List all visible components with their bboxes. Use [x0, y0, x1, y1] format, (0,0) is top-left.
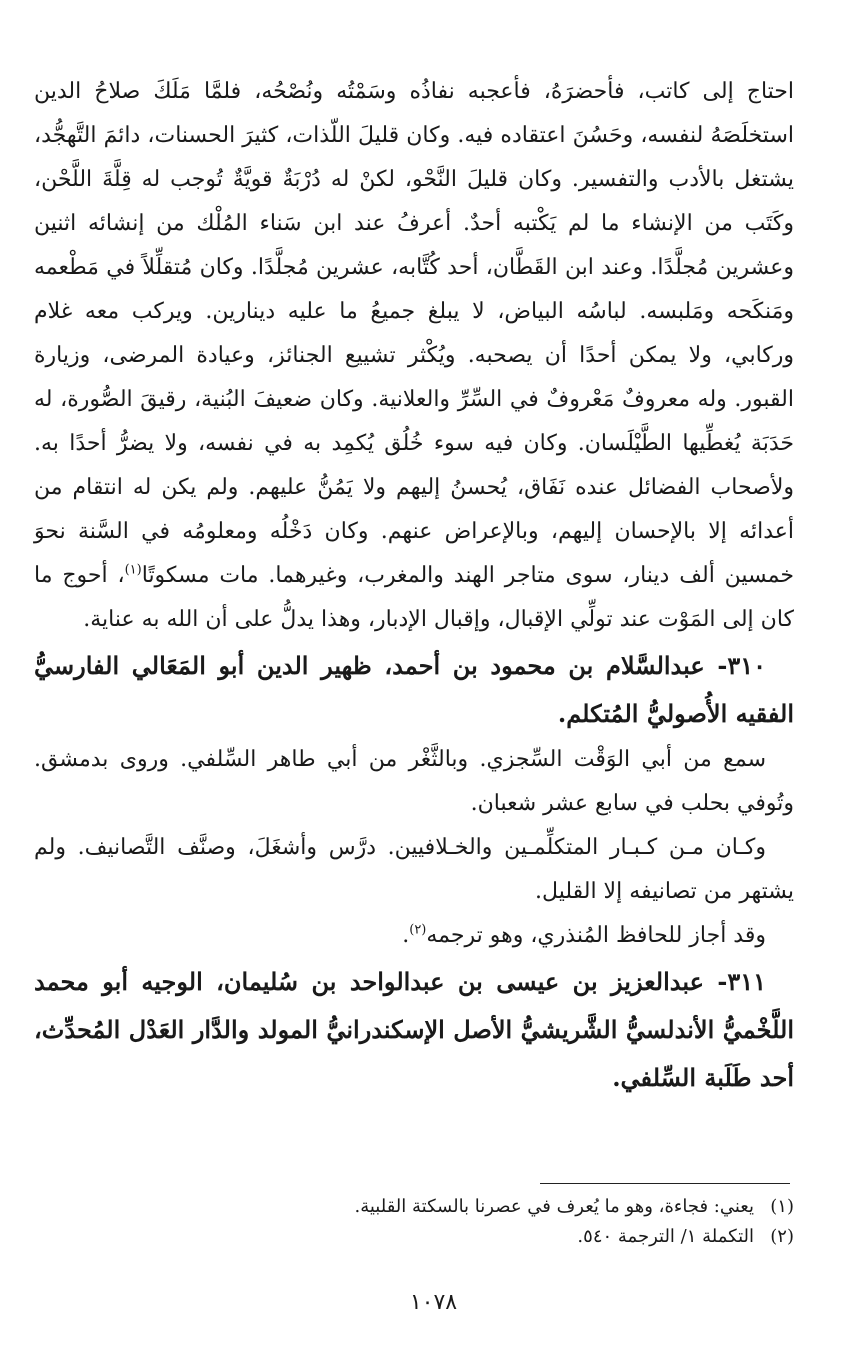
- footnote-text: يعني: فجاءة، وهو ما يُعرف في عصرنا بالسكتة القلبية.: [354, 1196, 754, 1217]
- paragraph-text-tail: ، أحوج ما كان إلى المَوْت عند تولِّي الإقبال، وإقبال الإدبار، وهذا يدلُّ على أن الله به عناية.: [34, 563, 794, 632]
- footnote-number: (٢): [770, 1226, 794, 1247]
- footnote-separator: [540, 1183, 790, 1184]
- footnote-ref-1: (١): [124, 562, 142, 578]
- entry-310-line-1: سمع من أبي الوَقْت السِّجزي. وبالثَّغْر من أبي طاهر السِّلفي. وروى بدمشق. وتُوفي بحلب في سابع عشر شعبان.: [34, 747, 794, 816]
- footnote-ref-2: (٢): [409, 922, 427, 938]
- page-number: ١٠٧٨: [409, 1290, 458, 1315]
- entry-311-heading: ٣١١- عبدالعزيز بن عيسى بن عبدالواحد بن سُليمان، الوجيه أبو محمد اللَّخْميُّ الأندلسيُّ الشَّريشيُّ الأصل الإسكندرانيُّ المولد والدَّار العَدْل المُحدِّث، أحد طَلَبة السِّلفي.: [34, 967, 794, 1092]
- footnotes: [34, 1192, 794, 1252]
- page-body: [34, 70, 794, 1102]
- entry-310-line-3-text: وقد أجاز للحافظ المُنذري، وهو ترجمه: [426, 923, 766, 948]
- entry-310-heading: ٣١٠- عبدالسَّلام بن محمود بن أحمد، ظهير الدين أبو المَعَالي الفارسيُّ الفقيه الأُصوليُّ المُتكلم.: [34, 651, 794, 728]
- entry-310-line-3-end: .: [402, 923, 410, 948]
- entry-310-line-3: [34, 914, 794, 958]
- footnote-2: [34, 1222, 794, 1252]
- footnote-number: (١): [770, 1196, 794, 1217]
- footnote-text: التكملة ١/ الترجمة ٥٤٠.: [577, 1226, 754, 1247]
- footnote-1: [34, 1192, 794, 1222]
- entry-310-line-2: وكـان مـن كـبـار المتكلِّمـين والخـلافيين. درَّس وأشغَلَ، وصنَّف التَّصانيف. ولم يشتهر من تصانيفه إلا القليل.: [34, 835, 794, 904]
- paragraph-text: احتاج إلى كاتب، فأحضرَهُ، فأعجبه نفاذُه وسَمْتُه ونُصْحُه، فلمَّا مَلَكَ صلاحُ الدين استخلَصَهُ لنفسه، وحَسُنَ اعتقاده فيه. وكان قليلَ اللّذات، كثيرَ الحسنات، دائمَ التَّهجُّد، يشتغل بالأدب والتفسير. وكان قليلَ النَّحْو، لكنْ له دُرْبَةٌ قويَّةٌ تُوجب له قِلَّةَ اللَّحْن، وكَتَب من الإنشاء ما لم يَكْتبه أحدٌ. أعرفُ عند ابن سَناء المُلْك من إنشائه اثنين وعشرين مُجلَّدًا. وعند ابن القَطَّان، أحد كُتَّابه، عشرين مُجلَّدًا. وكان مُتقلِّلاً في مَطْعمه ومَنكَحه ومَلبسه. لباسُه البياض، لا يبلغ جميعُ ما عليه دينارين. ويركب معه غلام وركابي، ولا يمكن أحدًا أن يصحبه. ويُكْثر تشييع الجنائز، وعيادة المرضى، وزيارة القبور. وله معروفٌ مَعْروفٌ في السِّرِّ والعلانية. وكان ضعيفَ البُنية، رقيقَ الصُّورة، له حَدَبَة يُغطِّيها الطَّيْلَسان. وكان فيه سوء خُلُق يُكمِد به في نفسه، ولا يضرُّ أحدًا به. ولأصحاب الفضائل عنده نَفَاق، يُحسنُ إليهم ولا يَمُنُّ عليهم. ولم يكن له انتقام من أعدائه إلا بالإحسان إليهم، وبالإعراض عنهم. وكان دَخْلُه ومعلومُه في السَّنة نحوَ خمسين ألف دينار، سوى متاجر الهند والمغرب، وغيرهما. مات مسكوتًا: [34, 79, 794, 588]
- biography-paragraph: [34, 70, 794, 642]
